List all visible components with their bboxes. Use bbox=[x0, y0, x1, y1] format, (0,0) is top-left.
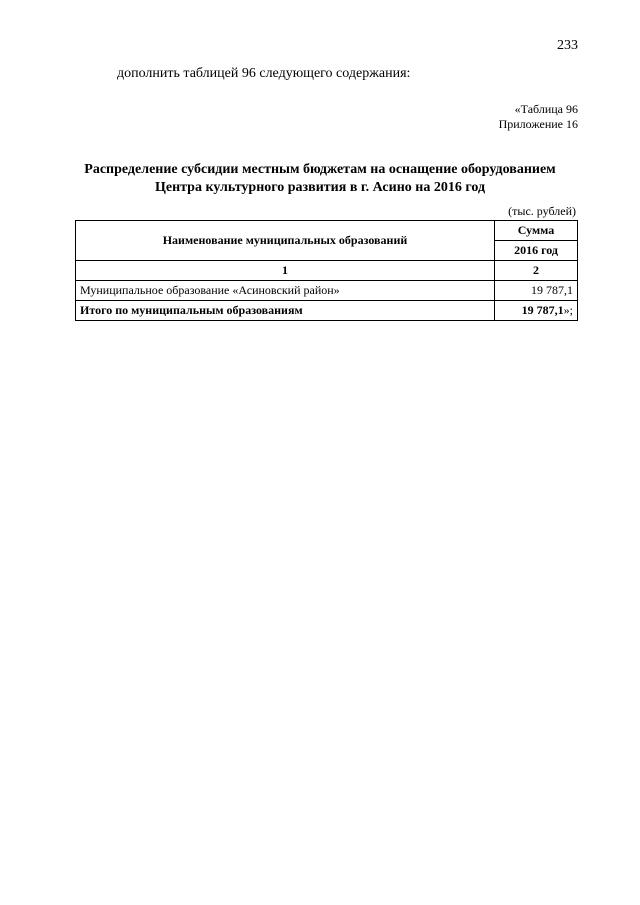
appendix-reference: Приложение 16 bbox=[498, 117, 578, 131]
total-value: 19 787,1 bbox=[521, 303, 564, 317]
page-number: 233 bbox=[557, 38, 578, 53]
header-name-cell: Наименование муниципальных образований bbox=[76, 221, 495, 261]
units-label: (тыс. рублей) bbox=[508, 204, 576, 218]
document-title bbox=[62, 161, 578, 197]
total-label-cell: Итого по муниципальным образованиям bbox=[76, 301, 495, 321]
table-total-row bbox=[76, 301, 578, 321]
table-reference: «Таблица 96 bbox=[514, 102, 578, 116]
column-number-2: 2 bbox=[495, 261, 578, 281]
table-row bbox=[76, 281, 578, 301]
table-column-number-row bbox=[76, 261, 578, 281]
title-line-1: Распределение субсидии местным бюджетам на оснащение оборудованием bbox=[84, 162, 556, 177]
header-sum-cell: Сумма bbox=[495, 221, 578, 241]
total-closing-quote: »; bbox=[563, 303, 573, 317]
column-number-1: 1 bbox=[76, 261, 495, 281]
subsidy-table bbox=[75, 220, 578, 321]
total-value-cell bbox=[495, 301, 578, 321]
row-name-cell: Муниципальное образование «Асиновский район» bbox=[76, 281, 495, 301]
table-header-row bbox=[76, 221, 578, 241]
header-year-cell: 2016 год bbox=[495, 241, 578, 261]
table-caption bbox=[499, 102, 578, 132]
intro-text: дополнить таблицей 96 следующего содержания: bbox=[117, 66, 411, 81]
row-value-cell: 19 787,1 bbox=[495, 281, 578, 301]
title-line-2: Центра культурного развития в г. Асино на 2016 год bbox=[154, 180, 486, 195]
